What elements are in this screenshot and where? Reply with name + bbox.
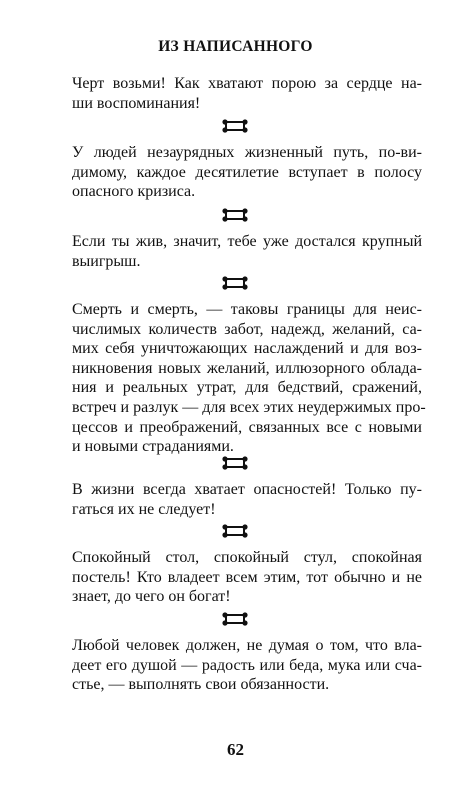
paragraph-line: димому, каждое десятилетие вступает в полосу [72, 163, 422, 181]
paragraph-5 [72, 480, 422, 519]
divider-ornament-icon [221, 208, 249, 222]
paragraph-line: знает, до чего он богат! [72, 588, 231, 606]
paragraph-line: постель! Кто владеет всем этим, тот обычно и не [72, 568, 422, 586]
paragraph-2 [72, 143, 422, 202]
page-title: ИЗ НАПИСАННОГО [158, 38, 313, 55]
paragraph-line: мих себя уничтожающих наслаждений и для воз- [72, 340, 422, 358]
divider-ornament-icon [221, 524, 249, 538]
paragraph-line: У людей незаурядных жизненный путь, по-ви- [72, 144, 422, 161]
paragraph-line: Если ты жив, значит, тебе уже достался крупный [72, 233, 422, 250]
paragraph-line: числимых количеств забот, надежд, желаний, са- [72, 320, 422, 338]
paragraph-3 [72, 232, 422, 271]
paragraph-1 [72, 74, 422, 113]
divider-ornament-icon [221, 456, 249, 470]
paragraph-line: Смерть и смерть, — таковы границы для неис- [72, 301, 422, 318]
paragraph-line: опасного кризиса. [72, 183, 196, 201]
paragraph-line: ния и реальных утрат, для бедствий, сражений, [72, 379, 422, 397]
paragraph-line: Черт возьми! Как хватают порою за сердце на- [72, 75, 422, 92]
paragraph-line: и новыми страданиями. [72, 438, 234, 456]
paragraph-line: никновения новых желаний, иллюзорного облада- [72, 359, 422, 377]
paragraph-6 [72, 548, 422, 607]
divider-ornament-icon [221, 119, 249, 133]
divider-ornament-icon [221, 612, 249, 626]
page-number: 62 [227, 740, 244, 759]
paragraph-line: Любой человек должен, не думая о том, что вла- [72, 637, 422, 654]
paragraph-line: В жизни всегда хватает опасностей! Только пу- [72, 481, 422, 498]
paragraph-line: ши воспоминания! [72, 94, 201, 112]
paragraph-line: цессов и преображений, связанных все с новыми [72, 418, 422, 436]
divider-ornament-icon [221, 276, 249, 290]
paragraph-line: Спокойный стол, спокойный стул, спокойная [72, 549, 422, 566]
paragraph-line: гаться их не следует! [72, 500, 216, 518]
paragraph-line: деет его душой — радость или беда, мука или сча- [72, 656, 422, 674]
paragraph-7 [72, 636, 422, 695]
paragraph-line: стье, — выполнять свои обязанности. [72, 676, 330, 694]
paragraph-4 [72, 300, 426, 457]
paragraph-line: выигрыш. [72, 252, 141, 270]
paragraph-line: встреч и разлук — для всех этих неудержимых про- [72, 398, 426, 416]
